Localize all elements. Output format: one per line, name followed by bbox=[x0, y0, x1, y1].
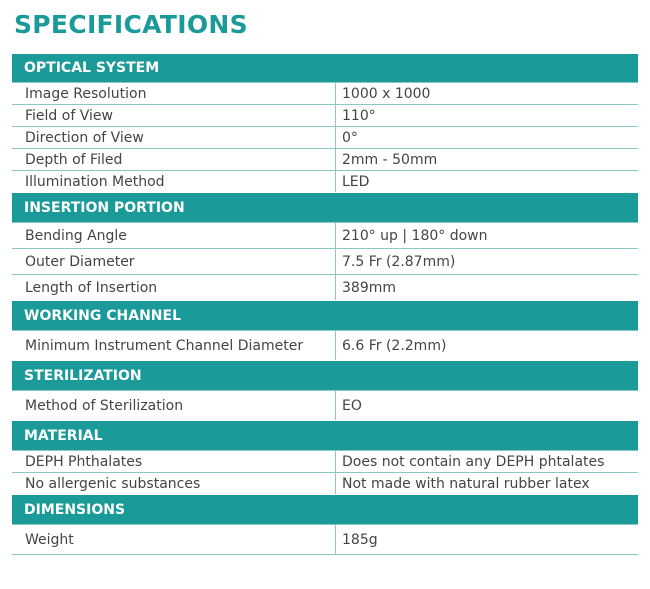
table-row bbox=[12, 126, 638, 148]
table-row bbox=[12, 248, 638, 274]
table-row bbox=[12, 390, 638, 420]
section-header: DIMENSIONS bbox=[12, 494, 638, 524]
spec-label: No allergenic substances bbox=[12, 473, 336, 494]
table-row bbox=[12, 222, 638, 248]
spec-label: Length of Insertion bbox=[12, 275, 336, 300]
section-header: STERILIZATION bbox=[12, 360, 638, 390]
spec-value: LED bbox=[342, 173, 370, 190]
section-optical-system bbox=[12, 53, 638, 192]
spec-value: 210° up | 180° down bbox=[342, 227, 488, 244]
table-row bbox=[12, 450, 638, 472]
section-header: INSERTION PORTION bbox=[12, 192, 638, 222]
spec-label: Depth of Filed bbox=[12, 149, 336, 170]
section-dimensions bbox=[12, 494, 638, 554]
spec-value: Not made with natural rubber latex bbox=[342, 475, 590, 492]
page-title: SPECIFICATIONS bbox=[14, 10, 248, 39]
spec-value: 1000 x 1000 bbox=[342, 85, 431, 102]
table-row bbox=[12, 170, 638, 192]
spec-value: Does not contain any DEPH phtalates bbox=[342, 453, 605, 470]
section-header: OPTICAL SYSTEM bbox=[12, 53, 638, 82]
section-insertion-portion bbox=[12, 192, 638, 300]
spec-label: DEPH Phthalates bbox=[12, 451, 336, 472]
table-row bbox=[12, 524, 638, 554]
section-sterilization bbox=[12, 360, 638, 420]
spec-value: 185g bbox=[342, 531, 378, 548]
spec-label: Field of View bbox=[12, 105, 336, 126]
table-row bbox=[12, 148, 638, 170]
spec-label: Illumination Method bbox=[12, 171, 336, 192]
table-row bbox=[12, 472, 638, 494]
spec-label: Minimum Instrument Channel Diameter bbox=[12, 331, 336, 360]
table-row bbox=[12, 82, 638, 104]
spec-value: 6.6 Fr (2.2mm) bbox=[342, 337, 447, 354]
spec-value: 389mm bbox=[342, 279, 396, 296]
spec-label: Outer Diameter bbox=[12, 249, 336, 274]
table-row bbox=[12, 104, 638, 126]
table-row bbox=[12, 330, 638, 360]
spec-value: 0° bbox=[342, 129, 358, 146]
table-row bbox=[12, 274, 638, 300]
spec-value: 7.5 Fr (2.87mm) bbox=[342, 253, 456, 270]
spec-label: Direction of View bbox=[12, 127, 336, 148]
spec-label: Method of Sterilization bbox=[12, 391, 336, 420]
spec-label: Image Resolution bbox=[12, 83, 336, 104]
section-working-channel bbox=[12, 300, 638, 360]
spec-value: EO bbox=[342, 397, 362, 414]
section-material bbox=[12, 420, 638, 494]
section-header: WORKING CHANNEL bbox=[12, 300, 638, 330]
spec-label: Weight bbox=[12, 525, 336, 554]
spec-value: 110° bbox=[342, 107, 376, 124]
specifications-table bbox=[12, 53, 638, 555]
spec-label: Bending Angle bbox=[12, 223, 336, 248]
section-header: MATERIAL bbox=[12, 420, 638, 450]
spec-value: 2mm - 50mm bbox=[342, 151, 438, 168]
